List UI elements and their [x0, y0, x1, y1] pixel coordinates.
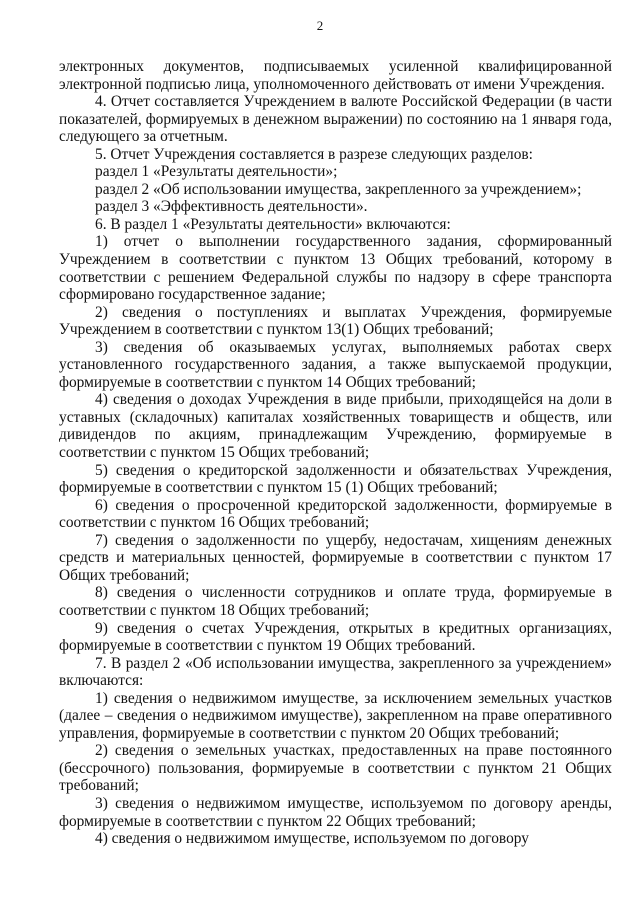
- subitem-7-3: 3) сведения о недвижимом имуществе, используемом по договору аренды, формируемые в соответствии с пунктом 22 Общих требований;: [59, 794, 612, 830]
- subitem-6-3: 3) сведения об оказываемых услугах, выполняемых работах сверх установленного государственного задания, а также выпускаемой продукции, формируемые в соответствии с пунктом 14 Общих требований;: [59, 338, 612, 391]
- subitem-7-1: 1) сведения о недвижимом имуществе, за исключением земельных участков (далее – сведения о недвижимом имуществе), закрепленном на праве оперативного управления, формируемые в соответствии с пунктом 20 Общих требований;: [59, 689, 612, 742]
- subitem-6-2: 2) сведения о поступлениях и выплатах Учреждения, формируемые Учреждением в соответствии с пунктом 13(1) Общих требований;: [59, 303, 612, 339]
- subitem-6-7: 7) сведения о задолженности по ущербу, недостачам, хищениям денежных средств и материальных ценностей, формируемые в соответствии с пунктом 17 Общих требований;: [59, 531, 612, 584]
- subitem-7-4: 4) сведения о недвижимом имуществе, используемом по договору: [95, 830, 529, 848]
- subitem-6-9: 9) сведения о счетах Учреждения, открытых в кредитных организациях, формируемые в соответствии с пунктом 19 Общих требований.: [59, 619, 612, 655]
- subitem-6-1: 1) отчет о выполнении государственного задания, сформированный Учреждением в соответствии с пунктом 13 Общих требований, которому в соответствии с решением Федеральной службы по надзору в сфере транспорта сформировано государственное задание;: [59, 233, 612, 304]
- subitem-6-4: 4) сведения о доходах Учреждения в виде прибыли, приходящейся на доли в уставных (складочных) капиталах хозяйственных товариществ и обществ, или дивидендов по акциям, принадлежащим Учреждению, формируемые в соответствии с пунктом 15 Общих требований;: [59, 391, 612, 462]
- section-3-line: раздел 3 «Эффективность деятельности».: [95, 198, 368, 216]
- paragraph-item-7: 7. В раздел 2 «Об использовании имущества, закрепленного за учреждением» включаются:: [59, 654, 612, 690]
- subitem-6-5: 5) сведения о кредиторской задолженности и обязательствах Учреждения, формируемые в соответствии с пунктом 15 (1) Общих требований;: [59, 461, 612, 497]
- paragraph-item-6: 6. В раздел 1 «Результаты деятельности» включаются:: [95, 215, 451, 233]
- subitem-7-2: 2) сведения о земельных участках, предоставленных на праве постоянного (бессрочного) пользования, формируемые в соответствии с пунктом 21 Общих требований;: [59, 742, 612, 795]
- paragraph-continuation: электронных документов, подписываемых усиленной квалифицированной электронной подписью лица, уполномоченного действовать от имени Учреждения.: [59, 58, 612, 93]
- section-1-line: раздел 1 «Результаты деятельности»;: [95, 163, 338, 181]
- subitem-6-8: 8) сведения о численности сотрудников и оплате труда, формируемые в соответствии с пунктом 18 Общих требований;: [59, 584, 612, 619]
- paragraph-item-4: 4. Отчет составляется Учреждением в валюте Российской Федерации (в части показателей, формируемых в денежном выражении) по состоянию на 1 января года, следующего за отчетным.: [59, 93, 612, 146]
- subitem-6-6: 6) сведения о просроченной кредиторской задолженности, формируемые в соответствии с пунктом 16 Общих требований;: [59, 496, 612, 532]
- section-2-line: раздел 2 «Об использовании имущества, закрепленного за учреждением»;: [95, 180, 582, 198]
- paragraph-item-5: 5. Отчет Учреждения составляется в разрезе следующих разделов:: [95, 145, 533, 163]
- page-number: 2: [316, 18, 324, 33]
- document-body: [59, 58, 612, 848]
